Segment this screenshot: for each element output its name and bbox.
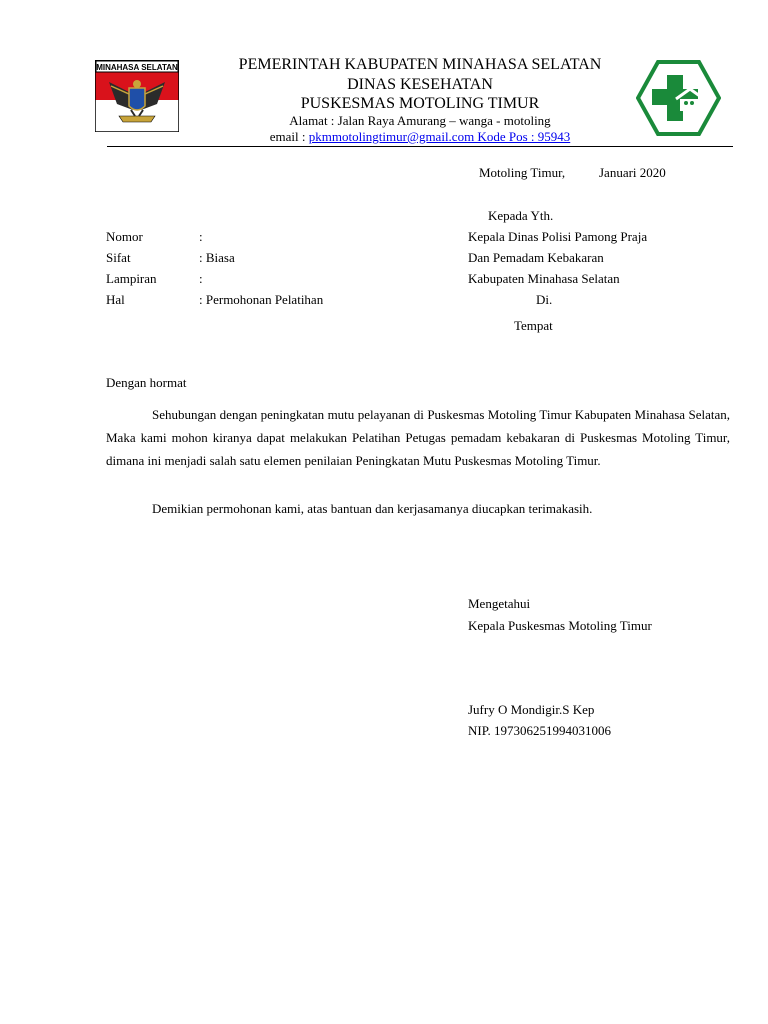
letterhead-puskesmas-line: PUSKESMAS MOTOLING TIMUR [300,95,540,112]
letterhead-email-line [190,129,650,145]
meta-label-nomor: Nomor [106,229,143,244]
meta-label-hal: Hal [106,292,125,307]
body-paragraph-2: Demikian permohonan kami, atas bantuan dan kerjasamanya diucapkan terimakasih. [152,501,593,516]
signature-title: Kepala Puskesmas Motoling Timur [468,618,652,633]
header-divider [107,146,733,147]
letter-date: Januari 2020 [599,165,666,180]
letterhead-department-line: DINAS KESEHATAN [347,76,493,93]
meta-label-sifat: Sifat [106,250,131,265]
signatory-name: Jufry O Mondigir.S Kep [468,702,595,717]
recipient-line-5: Tempat [514,318,553,333]
letterhead-government-line: PEMERINTAH KABUPATEN MINAHASA SELATAN [238,56,602,73]
regency-emblem-logo [95,60,179,132]
puskesmas-logo [636,59,721,137]
letterhead-address: Alamat : Jalan Raya Amurang – wanga - motoling [289,113,551,128]
recipient-line-1: Kepala Dinas Polisi Pamong Praja [468,229,648,244]
recipient-line-2: Dan Pemadam Kebakaran [468,250,604,265]
recipient-line-4: Di. [536,292,553,307]
meta-label-lampiran: Lampiran [106,271,157,286]
meta-value-sifat: : Biasa [199,250,235,265]
recipient-greeting: Kepada Yth. [488,208,554,223]
meta-value-lampiran: : [199,271,203,286]
meta-value-nomor: : [199,229,203,244]
meta-value-hal: : Permohonan Pelatihan [199,292,324,307]
email-prefix: email : [269,129,309,144]
emblem-label: MINAHASA SELATAN [96,63,178,72]
body-paragraph-1: Sehubungan dengan peningkatan mutu pelayanan di Puskesmas Motoling Timur Kabupaten Minahasa Selatan, Maka kami mohon kiranya dapat melakukan Pelatihan Petugas pemadam kebakaran di Puskesmas Motoling Timur, dimana ini menjadi salah satu elemen penilaian Peningkatan Mutu Puskesmas Motoling Timur. [106,407,730,468]
salutation: Dengan hormat [106,375,187,390]
signature-acknowledgement: Mengetahui [468,596,531,611]
letter-place: Motoling Timur, [479,165,566,180]
signatory-nip: NIP. 197306251994031006 [468,723,612,738]
recipient-line-3: Kabupaten Minahasa Selatan [468,271,620,286]
email-link[interactable]: pkmmotolingtimur@gmail.com Kode Pos : 95943 [308,129,571,144]
